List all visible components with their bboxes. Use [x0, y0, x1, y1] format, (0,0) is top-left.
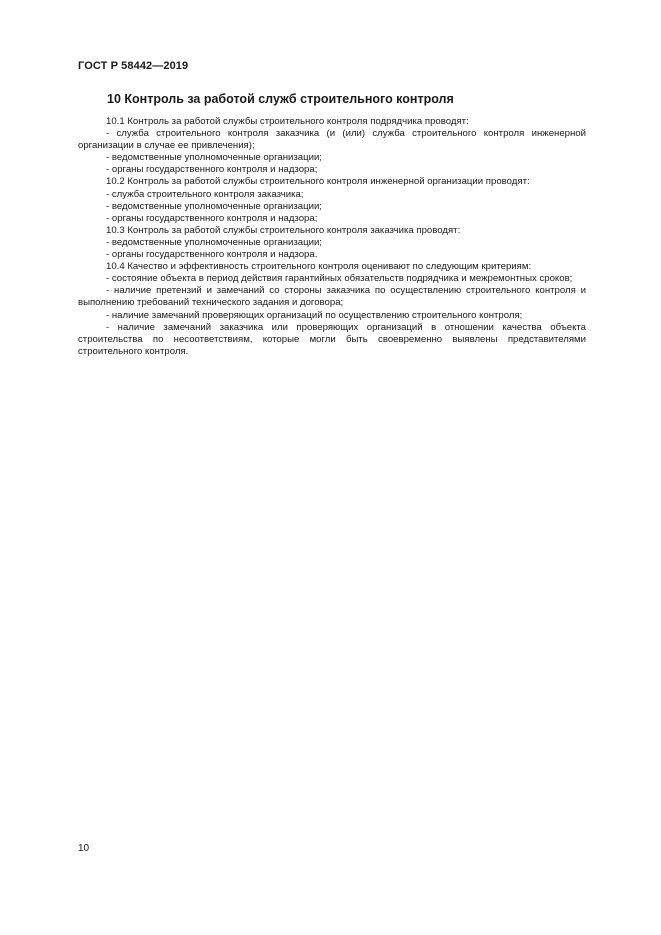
list-item: - состояние объекта в период действия гарантийных обязательств подрядчика и межремонтных сроков;: [106, 273, 573, 285]
section-body: [78, 116, 586, 358]
paragraph: 10.3 Контроль за работой службы строительного контроля заказчика проводят:: [106, 224, 461, 236]
list-item: - ведомственные уполномоченные организации;: [106, 200, 322, 212]
page-number: 10: [78, 843, 90, 854]
paragraph: 10.1 Контроль за работой службы строительного контроля подрядчика проводят:: [106, 116, 469, 127]
paragraph: 10.4 Качество и эффективность строительного контроля оценивают по следующим критериям:: [106, 261, 532, 273]
section-title: 10 Контроль за работой служб строительного контроля: [107, 92, 454, 106]
list-item: - наличие замечаний заказчика или проверяющих организаций в отношении качества объекта строительства по несоответствиям, которые могли быть своевременно выявлены представителями строительного контроля.: [78, 321, 586, 357]
document-standard-id: ГОСТ Р 58442—2019: [78, 60, 189, 72]
list-item: - органы государственного контроля и надзора.: [106, 249, 318, 261]
paragraph: 10.2 Контроль за работой службы строительного контроля инженерной организации проводят:: [106, 176, 530, 188]
list-item: - ведомственные уполномоченные организации;: [106, 152, 322, 164]
list-item: - служба строительного контроля заказчика (и (или) служба строительного контроля инженерной организации в случае ее привлечения);: [78, 128, 586, 152]
list-item: - ведомственные уполномоченные организации;: [106, 236, 322, 248]
list-item: - служба строительного контроля заказчика;: [106, 188, 304, 200]
list-item: - наличие претензий и замечаний со стороны заказчика по осуществлению строительного контроля и выполнению требований технического задания и договора;: [78, 285, 586, 309]
list-item: - наличие замечаний проверяющих организаций по осуществлению строительного контроля;: [106, 309, 523, 321]
list-item: - органы государственного контроля и надзора;: [106, 212, 318, 224]
list-item: - органы государственного контроля и надзора;: [106, 164, 318, 176]
